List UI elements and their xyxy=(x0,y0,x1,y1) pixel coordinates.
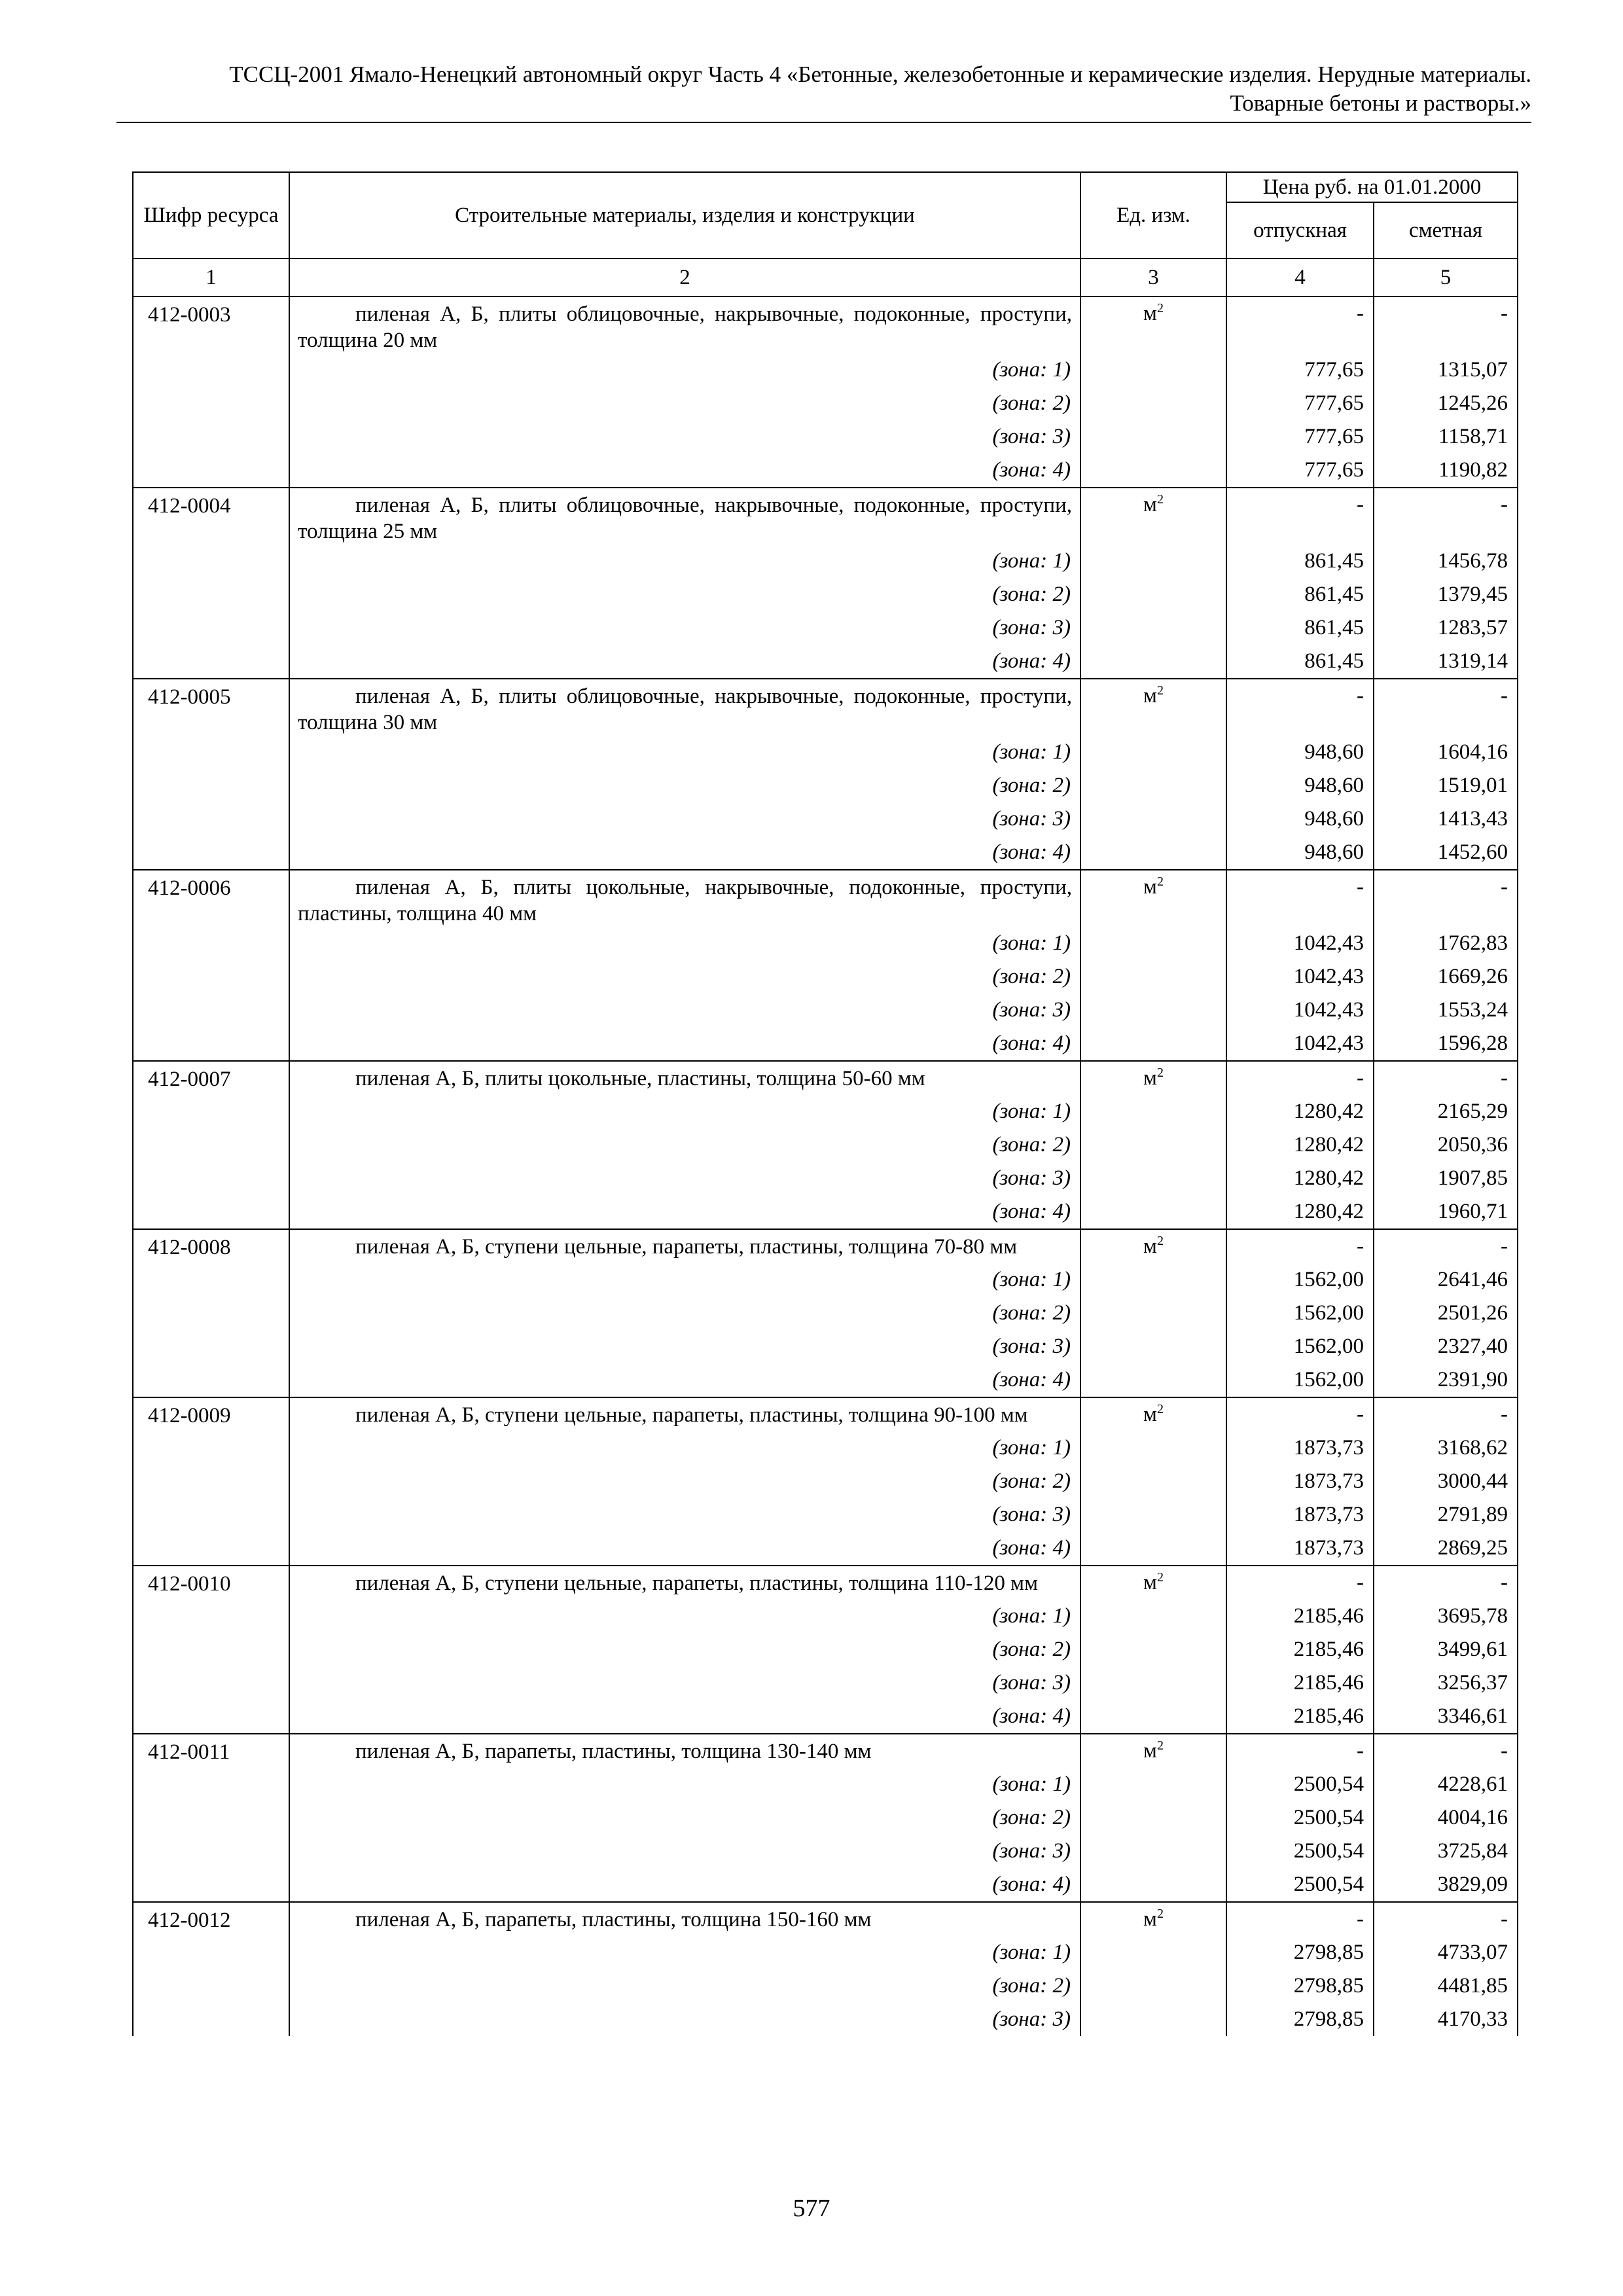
material-name xyxy=(289,488,1080,545)
zone-release-price: 777,65 xyxy=(1226,387,1374,420)
zone-label: (зона: 1) xyxy=(289,736,1080,769)
zone-estimate-price: 2869,25 xyxy=(1374,1532,1518,1566)
zone-estimate-price: 1907,85 xyxy=(1374,1162,1518,1195)
estimate-price: - xyxy=(1374,679,1518,736)
col-estimate-header: сметная xyxy=(1374,202,1518,259)
unit xyxy=(1080,1229,1226,1397)
zone-row xyxy=(133,545,1518,578)
zone-label: (зона: 4) xyxy=(289,1027,1080,1061)
zone-estimate-price: 2501,26 xyxy=(1374,1297,1518,1330)
resource-code: 412-0009 xyxy=(133,1397,289,1566)
estimate-price: - xyxy=(1374,1734,1518,1768)
zone-row xyxy=(133,387,1518,420)
zone-label: (зона: 3) xyxy=(289,1162,1080,1195)
zone-label: (зона: 1) xyxy=(289,927,1080,960)
zone-estimate-price: 1283,57 xyxy=(1374,611,1518,645)
page-number: 577 xyxy=(793,2195,830,2222)
unit-text: м xyxy=(1143,684,1157,708)
unit-exponent: 2 xyxy=(1156,683,1164,698)
zone-label: (зона: 4) xyxy=(289,1195,1080,1229)
zone-label: (зона: 3) xyxy=(289,1330,1080,1363)
material-name-text: пиленая А, Б, плиты цокольные, накрывочные, подоконные, проступи, пластины, толщина 40 мм xyxy=(298,876,1072,925)
zone-estimate-price: 4170,33 xyxy=(1374,2003,1518,2036)
zone-release-price: 777,65 xyxy=(1226,353,1374,387)
material-name-text: пиленая А, Б, плиты цокольные, пластины, толщина 50-60 мм xyxy=(355,1067,925,1090)
zone-label: (зона: 3) xyxy=(289,611,1080,645)
zone-row xyxy=(133,1195,1518,1229)
zone-estimate-price: 1669,26 xyxy=(1374,960,1518,994)
material-name xyxy=(289,1397,1080,1431)
zone-row xyxy=(133,769,1518,802)
zone-release-price: 861,45 xyxy=(1226,545,1374,578)
zone-release-price: 2500,54 xyxy=(1226,1835,1374,1868)
unit xyxy=(1080,679,1226,870)
zone-estimate-price: 1604,16 xyxy=(1374,736,1518,769)
zone-release-price: 2185,46 xyxy=(1226,1700,1374,1734)
zone-release-price: 861,45 xyxy=(1226,578,1374,611)
zone-estimate-price: 4228,61 xyxy=(1374,1768,1518,1801)
zone-release-price: 1873,73 xyxy=(1226,1532,1374,1566)
zone-label: (зона: 2) xyxy=(289,1128,1080,1162)
zone-release-price: 1042,43 xyxy=(1226,927,1374,960)
zone-row xyxy=(133,1498,1518,1532)
zone-row xyxy=(133,454,1518,488)
zone-label: (зона: 1) xyxy=(289,545,1080,578)
zone-release-price: 948,60 xyxy=(1226,802,1374,836)
zone-row xyxy=(133,1431,1518,1465)
unit-exponent: 2 xyxy=(1156,1402,1164,1416)
estimate-price: - xyxy=(1374,1229,1518,1263)
zone-row xyxy=(133,1936,1518,1969)
table-row xyxy=(133,296,1518,353)
zone-label: (зона: 4) xyxy=(289,1363,1080,1397)
zone-label: (зона: 1) xyxy=(289,1768,1080,1801)
zone-label: (зона: 3) xyxy=(289,1666,1080,1700)
table-row xyxy=(133,1397,1518,1431)
material-name xyxy=(289,1902,1080,1936)
zone-release-price: 777,65 xyxy=(1226,454,1374,488)
table-row xyxy=(133,1734,1518,1768)
zone-row xyxy=(133,1128,1518,1162)
unit-exponent: 2 xyxy=(1156,874,1164,889)
resource-code: 412-0005 xyxy=(133,679,289,870)
unit-text: м xyxy=(1143,302,1157,325)
zone-estimate-price: 1379,45 xyxy=(1374,578,1518,611)
col-number: 5 xyxy=(1374,259,1518,296)
zone-label: (зона: 3) xyxy=(289,1835,1080,1868)
zone-label: (зона: 2) xyxy=(289,1969,1080,2003)
zone-estimate-price: 1315,07 xyxy=(1374,353,1518,387)
unit xyxy=(1080,870,1226,1061)
zone-estimate-price: 1960,71 xyxy=(1374,1195,1518,1229)
zone-release-price: 1042,43 xyxy=(1226,994,1374,1027)
unit xyxy=(1080,1566,1226,1734)
unit-exponent: 2 xyxy=(1156,1907,1164,1921)
zone-estimate-price: 1762,83 xyxy=(1374,927,1518,960)
resource-code: 412-0003 xyxy=(133,296,289,488)
zone-release-price: 1280,42 xyxy=(1226,1195,1374,1229)
zone-release-price: 2798,85 xyxy=(1226,1936,1374,1969)
zone-row xyxy=(133,1801,1518,1835)
table-row xyxy=(133,679,1518,736)
zone-release-price: 2500,54 xyxy=(1226,1801,1374,1835)
release-price: - xyxy=(1226,870,1374,927)
zone-label: (зона: 1) xyxy=(289,1431,1080,1465)
zone-estimate-price: 1158,71 xyxy=(1374,420,1518,454)
zone-estimate-price: 2165,29 xyxy=(1374,1095,1518,1128)
col-number: 4 xyxy=(1226,259,1374,296)
release-price: - xyxy=(1226,296,1374,353)
zone-release-price: 1562,00 xyxy=(1226,1330,1374,1363)
zone-release-price: 948,60 xyxy=(1226,836,1374,870)
material-name-text: пиленая А, Б, ступени цельные, парапеты, пластины, толщина 70-80 мм xyxy=(355,1235,1018,1259)
resource-code: 412-0007 xyxy=(133,1061,289,1229)
zone-estimate-price: 3346,61 xyxy=(1374,1700,1518,1734)
zone-estimate-price: 3829,09 xyxy=(1374,1868,1518,1902)
zone-estimate-price: 1413,43 xyxy=(1374,802,1518,836)
zone-label: (зона: 4) xyxy=(289,1532,1080,1566)
material-name xyxy=(289,1061,1080,1095)
zone-release-price: 861,45 xyxy=(1226,611,1374,645)
zone-estimate-price: 3256,37 xyxy=(1374,1666,1518,1700)
zone-row xyxy=(133,1969,1518,2003)
zone-estimate-price: 1456,78 xyxy=(1374,545,1518,578)
zone-release-price: 948,60 xyxy=(1226,736,1374,769)
zone-row xyxy=(133,2003,1518,2036)
resource-code: 412-0006 xyxy=(133,870,289,1061)
zone-row xyxy=(133,1532,1518,1566)
zone-estimate-price: 3168,62 xyxy=(1374,1431,1518,1465)
zone-row xyxy=(133,1162,1518,1195)
material-name xyxy=(289,296,1080,353)
zone-row xyxy=(133,1835,1518,1868)
resource-code: 412-0012 xyxy=(133,1902,289,2036)
zone-label: (зона: 3) xyxy=(289,994,1080,1027)
unit-exponent: 2 xyxy=(1156,492,1164,507)
release-price: - xyxy=(1226,1566,1374,1600)
unit xyxy=(1080,1902,1226,2036)
zone-release-price: 1873,73 xyxy=(1226,1431,1374,1465)
estimate-price: - xyxy=(1374,1061,1518,1095)
release-price: - xyxy=(1226,1061,1374,1095)
zone-estimate-price: 1190,82 xyxy=(1374,454,1518,488)
page-header xyxy=(116,60,1531,123)
material-name-text: пиленая А, Б, парапеты, пластины, толщина 130-140 мм xyxy=(355,1740,872,1763)
resource-code: 412-0004 xyxy=(133,488,289,679)
header-line-2: Товарные бетоны и растворы.» xyxy=(1230,90,1531,116)
estimate-price: - xyxy=(1374,870,1518,927)
zone-label: (зона: 2) xyxy=(289,1297,1080,1330)
zone-row xyxy=(133,836,1518,870)
unit-text: м xyxy=(1143,1907,1157,1931)
unit xyxy=(1080,1397,1226,1566)
resource-code: 412-0011 xyxy=(133,1734,289,1902)
zone-row xyxy=(133,611,1518,645)
zone-estimate-price: 4481,85 xyxy=(1374,1969,1518,2003)
material-name xyxy=(289,870,1080,927)
zone-row xyxy=(133,1330,1518,1363)
zone-label: (зона: 2) xyxy=(289,960,1080,994)
zone-release-price: 948,60 xyxy=(1226,769,1374,802)
zone-release-price: 1562,00 xyxy=(1226,1297,1374,1330)
material-name-text: пиленая А, Б, плиты облицовочные, накрывочные, подоконные, проступи, толщина 25 мм xyxy=(298,493,1072,543)
table-row xyxy=(133,1902,1518,1936)
zone-label: (зона: 4) xyxy=(289,454,1080,488)
material-name-text: пиленая А, Б, ступени цельные, парапеты, пластины, толщина 90-100 мм xyxy=(355,1403,1028,1427)
col-price-header: Цена руб. на 01.01.2000 xyxy=(1226,172,1518,202)
material-name-text: пиленая А, Б, ступени цельные, парапеты, пластины, толщина 110-120 мм xyxy=(355,1571,1038,1595)
estimate-price: - xyxy=(1374,296,1518,353)
zone-release-price: 1562,00 xyxy=(1226,1363,1374,1397)
zone-row xyxy=(133,1666,1518,1700)
unit-text: м xyxy=(1143,493,1157,516)
zone-estimate-price: 2391,90 xyxy=(1374,1363,1518,1397)
zone-estimate-price: 3725,84 xyxy=(1374,1835,1518,1868)
zone-row xyxy=(133,1297,1518,1330)
release-price: - xyxy=(1226,1397,1374,1431)
material-name xyxy=(289,1734,1080,1768)
zone-release-price: 2185,46 xyxy=(1226,1666,1374,1700)
unit-exponent: 2 xyxy=(1156,1234,1164,1248)
unit-text: м xyxy=(1143,1234,1157,1258)
price-table xyxy=(132,171,1518,2036)
estimate-price: - xyxy=(1374,1397,1518,1431)
zone-label: (зона: 2) xyxy=(289,1801,1080,1835)
zone-release-price: 861,45 xyxy=(1226,645,1374,679)
zone-label: (зона: 1) xyxy=(289,1095,1080,1128)
col-number: 3 xyxy=(1080,259,1226,296)
zone-label: (зона: 4) xyxy=(289,1700,1080,1734)
zone-label: (зона: 1) xyxy=(289,1600,1080,1633)
zone-release-price: 1280,42 xyxy=(1226,1162,1374,1195)
zone-estimate-price: 3499,61 xyxy=(1374,1633,1518,1666)
zone-row xyxy=(133,1600,1518,1633)
zone-row xyxy=(133,927,1518,960)
table-body xyxy=(133,296,1518,2036)
table-row xyxy=(133,870,1518,927)
zone-row xyxy=(133,578,1518,611)
col-name-header: Строительные материалы, изделия и конструкции xyxy=(289,172,1080,259)
zone-release-price: 1042,43 xyxy=(1226,960,1374,994)
zone-label: (зона: 3) xyxy=(289,1498,1080,1532)
zone-release-price: 1873,73 xyxy=(1226,1465,1374,1498)
release-price: - xyxy=(1226,1229,1374,1263)
zone-row xyxy=(133,420,1518,454)
zone-estimate-price: 2327,40 xyxy=(1374,1330,1518,1363)
estimate-price: - xyxy=(1374,1902,1518,1936)
estimate-price: - xyxy=(1374,488,1518,545)
zone-row xyxy=(133,802,1518,836)
col-unit-header: Ед. изм. xyxy=(1080,172,1226,259)
zone-estimate-price: 1553,24 xyxy=(1374,994,1518,1027)
zone-row xyxy=(133,1465,1518,1498)
release-price: - xyxy=(1226,488,1374,545)
col-code-header: Шифр ресурса xyxy=(133,172,289,259)
zone-estimate-price: 1519,01 xyxy=(1374,769,1518,802)
unit xyxy=(1080,1061,1226,1229)
table-row xyxy=(133,488,1518,545)
estimate-price: - xyxy=(1374,1566,1518,1600)
zone-estimate-price: 4004,16 xyxy=(1374,1801,1518,1835)
zone-estimate-price: 2050,36 xyxy=(1374,1128,1518,1162)
zone-label: (зона: 2) xyxy=(289,578,1080,611)
unit xyxy=(1080,296,1226,488)
zone-row xyxy=(133,1095,1518,1128)
material-name xyxy=(289,679,1080,736)
unit-text: м xyxy=(1143,875,1157,899)
unit-exponent: 2 xyxy=(1156,1066,1164,1080)
zone-release-price: 777,65 xyxy=(1226,420,1374,454)
zone-release-price: 1873,73 xyxy=(1226,1498,1374,1532)
zone-label: (зона: 4) xyxy=(289,1868,1080,1902)
unit-text: м xyxy=(1143,1571,1157,1594)
material-name-text: пиленая А, Б, плиты облицовочные, накрывочные, подоконные, проступи, толщина 30 мм xyxy=(298,685,1072,734)
col-number: 1 xyxy=(133,259,289,296)
zone-row xyxy=(133,994,1518,1027)
zone-estimate-price: 1245,26 xyxy=(1374,387,1518,420)
table-row xyxy=(133,1061,1518,1095)
unit-exponent: 2 xyxy=(1156,1570,1164,1585)
zone-label: (зона: 2) xyxy=(289,1465,1080,1498)
zone-release-price: 2798,85 xyxy=(1226,1969,1374,2003)
resource-code: 412-0010 xyxy=(133,1566,289,1734)
zone-release-price: 1042,43 xyxy=(1226,1027,1374,1061)
unit-text: м xyxy=(1143,1403,1157,1426)
zone-row xyxy=(133,1868,1518,1902)
material-name xyxy=(289,1229,1080,1263)
zone-row xyxy=(133,1768,1518,1801)
table-row xyxy=(133,1229,1518,1263)
zone-row xyxy=(133,1633,1518,1666)
zone-release-price: 1562,00 xyxy=(1226,1263,1374,1297)
zone-label: (зона: 4) xyxy=(289,645,1080,679)
zone-row xyxy=(133,960,1518,994)
zone-label: (зона: 3) xyxy=(289,802,1080,836)
table-header xyxy=(133,172,1518,296)
zone-release-price: 2185,46 xyxy=(1226,1600,1374,1633)
unit xyxy=(1080,488,1226,679)
unit-text: м xyxy=(1143,1066,1157,1090)
zone-label: (зона: 2) xyxy=(289,387,1080,420)
zone-estimate-price: 1319,14 xyxy=(1374,645,1518,679)
table-row xyxy=(133,1566,1518,1600)
zone-estimate-price: 1596,28 xyxy=(1374,1027,1518,1061)
release-price: - xyxy=(1226,679,1374,736)
col-release-header: отпускная xyxy=(1226,202,1374,259)
unit-exponent: 2 xyxy=(1156,1738,1164,1753)
zone-label: (зона: 2) xyxy=(289,1633,1080,1666)
zone-row xyxy=(133,353,1518,387)
zone-estimate-price: 2791,89 xyxy=(1374,1498,1518,1532)
zone-label: (зона: 1) xyxy=(289,1936,1080,1969)
unit-text: м xyxy=(1143,1739,1157,1763)
zone-estimate-price: 1452,60 xyxy=(1374,836,1518,870)
zone-label: (зона: 1) xyxy=(289,353,1080,387)
zone-estimate-price: 3000,44 xyxy=(1374,1465,1518,1498)
resource-code: 412-0008 xyxy=(133,1229,289,1397)
zone-label: (зона: 1) xyxy=(289,1263,1080,1297)
zone-label: (зона: 4) xyxy=(289,836,1080,870)
zone-row xyxy=(133,736,1518,769)
zone-label: (зона: 3) xyxy=(289,2003,1080,2036)
material-name xyxy=(289,1566,1080,1600)
zone-label: (зона: 2) xyxy=(289,769,1080,802)
zone-release-price: 1280,42 xyxy=(1226,1095,1374,1128)
release-price: - xyxy=(1226,1734,1374,1768)
zone-release-price: 2185,46 xyxy=(1226,1633,1374,1666)
header-line-1: ТССЦ-2001 Ямало-Ненецкий автономный округ Часть 4 «Бетонные, железобетонные и керамические изделия. Нерудные материалы. xyxy=(229,62,1531,87)
zone-row xyxy=(133,1263,1518,1297)
zone-row xyxy=(133,1027,1518,1061)
zone-row xyxy=(133,645,1518,679)
unit-exponent: 2 xyxy=(1156,301,1164,315)
zone-row xyxy=(133,1700,1518,1734)
zone-label: (зона: 3) xyxy=(289,420,1080,454)
zone-release-price: 2500,54 xyxy=(1226,1868,1374,1902)
zone-release-price: 2500,54 xyxy=(1226,1768,1374,1801)
material-name-text: пиленая А, Б, плиты облицовочные, накрывочные, подоконные, проступи, толщина 20 мм xyxy=(298,302,1072,352)
col-number: 2 xyxy=(289,259,1080,296)
zone-estimate-price: 3695,78 xyxy=(1374,1600,1518,1633)
zone-release-price: 1280,42 xyxy=(1226,1128,1374,1162)
material-name-text: пиленая А, Б, парапеты, пластины, толщина 150-160 мм xyxy=(355,1908,872,1931)
zone-estimate-price: 4733,07 xyxy=(1374,1936,1518,1969)
zone-row xyxy=(133,1363,1518,1397)
zone-estimate-price: 2641,46 xyxy=(1374,1263,1518,1297)
zone-release-price: 2798,85 xyxy=(1226,2003,1374,2036)
release-price: - xyxy=(1226,1902,1374,1936)
unit xyxy=(1080,1734,1226,1902)
